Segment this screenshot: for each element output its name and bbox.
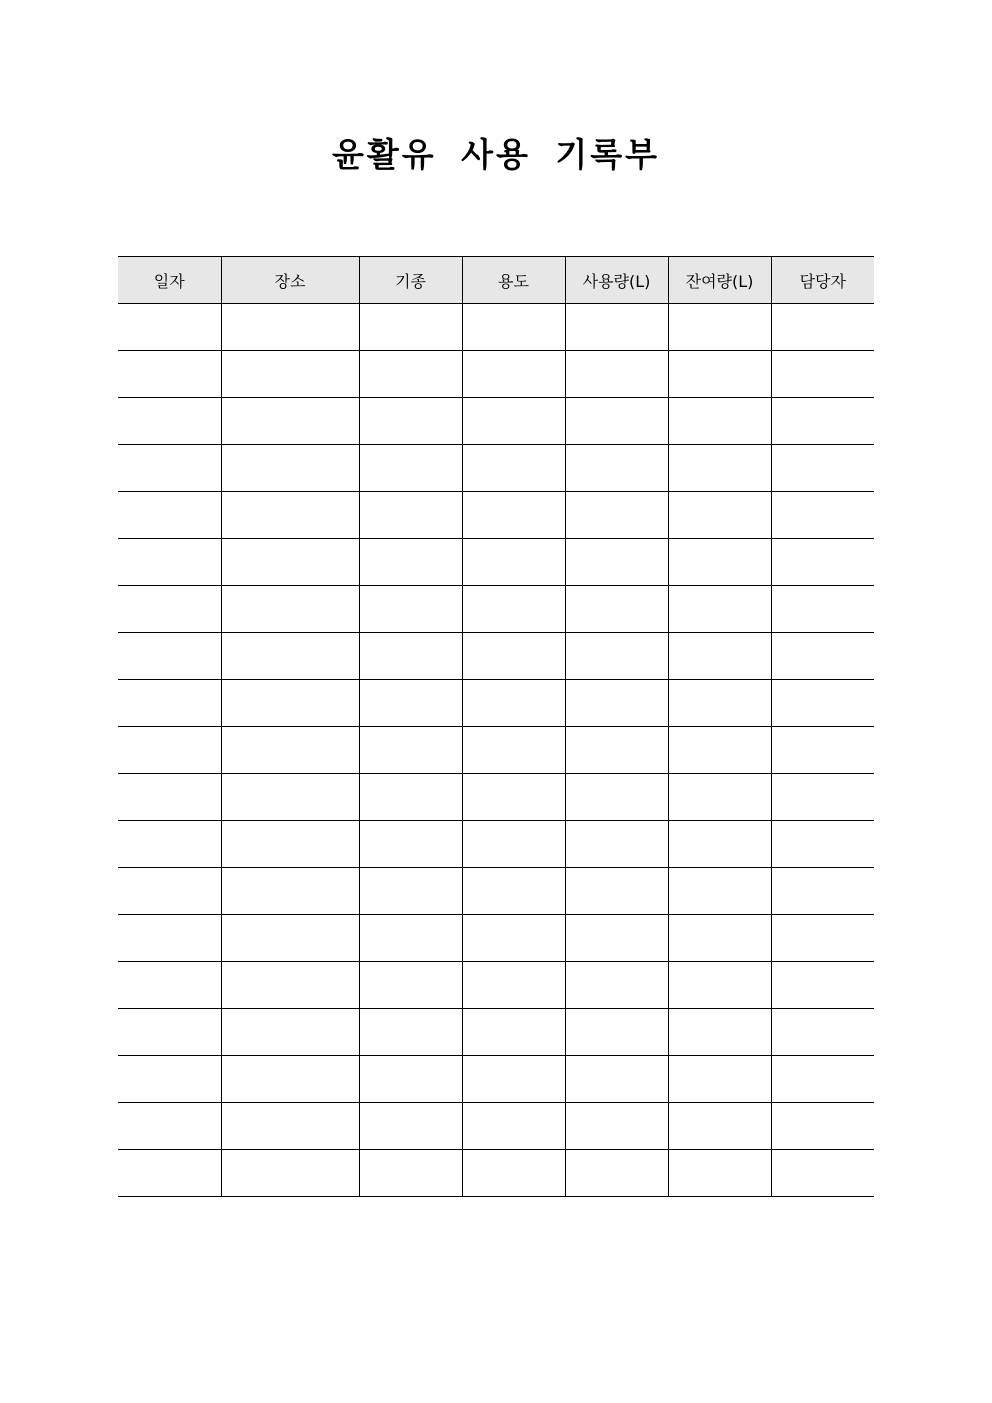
cell-usage-amount[interactable] bbox=[565, 1150, 668, 1197]
table-body bbox=[118, 304, 874, 1197]
cell-purpose[interactable] bbox=[462, 445, 565, 492]
cell-person-in-charge[interactable] bbox=[771, 727, 874, 774]
cell-model[interactable] bbox=[359, 492, 462, 539]
header-location: 장소 bbox=[221, 257, 359, 304]
cell-date[interactable] bbox=[118, 351, 221, 398]
cell-model[interactable] bbox=[359, 680, 462, 727]
cell-location[interactable] bbox=[221, 586, 359, 633]
cell-date[interactable] bbox=[118, 398, 221, 445]
cell-location[interactable] bbox=[221, 1150, 359, 1197]
cell-location[interactable] bbox=[221, 492, 359, 539]
cell-model[interactable] bbox=[359, 821, 462, 868]
cell-purpose[interactable] bbox=[462, 1103, 565, 1150]
cell-model[interactable] bbox=[359, 1150, 462, 1197]
cell-model[interactable] bbox=[359, 586, 462, 633]
cell-purpose[interactable] bbox=[462, 304, 565, 351]
cell-date[interactable] bbox=[118, 1056, 221, 1103]
cell-person-in-charge[interactable] bbox=[771, 1150, 874, 1197]
cell-purpose[interactable] bbox=[462, 774, 565, 821]
cell-date[interactable] bbox=[118, 586, 221, 633]
cell-remaining-amount[interactable] bbox=[668, 1150, 771, 1197]
table-row bbox=[118, 398, 874, 445]
cell-person-in-charge[interactable] bbox=[771, 633, 874, 680]
cell-usage-amount[interactable] bbox=[565, 1103, 668, 1150]
cell-location[interactable] bbox=[221, 915, 359, 962]
cell-usage-amount[interactable] bbox=[565, 821, 668, 868]
cell-location[interactable] bbox=[221, 398, 359, 445]
cell-date[interactable] bbox=[118, 915, 221, 962]
table-row bbox=[118, 774, 874, 821]
cell-model[interactable] bbox=[359, 539, 462, 586]
table-row bbox=[118, 821, 874, 868]
cell-model[interactable] bbox=[359, 962, 462, 1009]
table-row bbox=[118, 633, 874, 680]
cell-purpose[interactable] bbox=[462, 1056, 565, 1103]
table-row bbox=[118, 680, 874, 727]
cell-date[interactable] bbox=[118, 821, 221, 868]
cell-purpose[interactable] bbox=[462, 633, 565, 680]
cell-location[interactable] bbox=[221, 680, 359, 727]
cell-usage-amount[interactable] bbox=[565, 727, 668, 774]
cell-usage-amount[interactable] bbox=[565, 633, 668, 680]
cell-person-in-charge[interactable] bbox=[771, 304, 874, 351]
cell-remaining-amount[interactable] bbox=[668, 915, 771, 962]
cell-remaining-amount[interactable] bbox=[668, 586, 771, 633]
cell-usage-amount[interactable] bbox=[565, 1056, 668, 1103]
cell-usage-amount[interactable] bbox=[565, 351, 668, 398]
cell-usage-amount[interactable] bbox=[565, 586, 668, 633]
cell-date[interactable] bbox=[118, 633, 221, 680]
cell-usage-amount[interactable] bbox=[565, 304, 668, 351]
table-row bbox=[118, 1150, 874, 1197]
cell-location[interactable] bbox=[221, 633, 359, 680]
cell-location[interactable] bbox=[221, 1056, 359, 1103]
cell-purpose[interactable] bbox=[462, 868, 565, 915]
cell-date[interactable] bbox=[118, 680, 221, 727]
table-row bbox=[118, 915, 874, 962]
cell-purpose[interactable] bbox=[462, 586, 565, 633]
cell-remaining-amount[interactable] bbox=[668, 304, 771, 351]
header-date: 일자 bbox=[118, 257, 221, 304]
cell-date[interactable] bbox=[118, 1103, 221, 1150]
cell-remaining-amount[interactable] bbox=[668, 633, 771, 680]
cell-remaining-amount[interactable] bbox=[668, 680, 771, 727]
cell-remaining-amount[interactable] bbox=[668, 727, 771, 774]
table-row bbox=[118, 492, 874, 539]
cell-remaining-amount[interactable] bbox=[668, 1103, 771, 1150]
cell-purpose[interactable] bbox=[462, 539, 565, 586]
cell-usage-amount[interactable] bbox=[565, 962, 668, 1009]
header-row bbox=[118, 257, 874, 304]
table-row bbox=[118, 727, 874, 774]
cell-person-in-charge[interactable] bbox=[771, 962, 874, 1009]
cell-person-in-charge[interactable] bbox=[771, 821, 874, 868]
table-row bbox=[118, 351, 874, 398]
cell-remaining-amount[interactable] bbox=[668, 398, 771, 445]
cell-location[interactable] bbox=[221, 1103, 359, 1150]
cell-remaining-amount[interactable] bbox=[668, 1056, 771, 1103]
table-row bbox=[118, 1009, 874, 1056]
cell-purpose[interactable] bbox=[462, 492, 565, 539]
table-row bbox=[118, 304, 874, 351]
cell-person-in-charge[interactable] bbox=[771, 398, 874, 445]
table-row bbox=[118, 539, 874, 586]
header-usage-amount: 사용량(L) bbox=[565, 257, 668, 304]
cell-usage-amount[interactable] bbox=[565, 774, 668, 821]
cell-remaining-amount[interactable] bbox=[668, 774, 771, 821]
cell-location[interactable] bbox=[221, 445, 359, 492]
cell-location[interactable] bbox=[221, 727, 359, 774]
cell-model[interactable] bbox=[359, 1009, 462, 1056]
cell-person-in-charge[interactable] bbox=[771, 1103, 874, 1150]
table-row bbox=[118, 962, 874, 1009]
cell-location[interactable] bbox=[221, 1009, 359, 1056]
cell-person-in-charge[interactable] bbox=[771, 680, 874, 727]
cell-purpose[interactable] bbox=[462, 1150, 565, 1197]
lubricant-log-table bbox=[118, 256, 874, 1197]
cell-model[interactable] bbox=[359, 868, 462, 915]
cell-usage-amount[interactable] bbox=[565, 868, 668, 915]
cell-location[interactable] bbox=[221, 304, 359, 351]
cell-location[interactable] bbox=[221, 539, 359, 586]
cell-purpose[interactable] bbox=[462, 398, 565, 445]
cell-person-in-charge[interactable] bbox=[771, 539, 874, 586]
cell-date[interactable] bbox=[118, 727, 221, 774]
cell-date[interactable] bbox=[118, 445, 221, 492]
cell-person-in-charge[interactable] bbox=[771, 445, 874, 492]
cell-remaining-amount[interactable] bbox=[668, 1009, 771, 1056]
table-row bbox=[118, 868, 874, 915]
cell-model[interactable] bbox=[359, 774, 462, 821]
cell-remaining-amount[interactable] bbox=[668, 962, 771, 1009]
cell-usage-amount[interactable] bbox=[565, 445, 668, 492]
cell-location[interactable] bbox=[221, 962, 359, 1009]
cell-date[interactable] bbox=[118, 774, 221, 821]
cell-person-in-charge[interactable] bbox=[771, 586, 874, 633]
document-title: 윤활유 사용 기록부 bbox=[331, 135, 660, 174]
cell-model[interactable] bbox=[359, 304, 462, 351]
cell-date[interactable] bbox=[118, 962, 221, 1009]
cell-model[interactable] bbox=[359, 1056, 462, 1103]
cell-purpose[interactable] bbox=[462, 821, 565, 868]
cell-person-in-charge[interactable] bbox=[771, 868, 874, 915]
cell-usage-amount[interactable] bbox=[565, 915, 668, 962]
cell-purpose[interactable] bbox=[462, 915, 565, 962]
cell-date[interactable] bbox=[118, 492, 221, 539]
cell-purpose[interactable] bbox=[462, 680, 565, 727]
cell-model[interactable] bbox=[359, 633, 462, 680]
cell-location[interactable] bbox=[221, 868, 359, 915]
cell-person-in-charge[interactable] bbox=[771, 351, 874, 398]
cell-date[interactable] bbox=[118, 868, 221, 915]
cell-model[interactable] bbox=[359, 445, 462, 492]
cell-location[interactable] bbox=[221, 821, 359, 868]
cell-date[interactable] bbox=[118, 1150, 221, 1197]
cell-location[interactable] bbox=[221, 774, 359, 821]
cell-model[interactable] bbox=[359, 1103, 462, 1150]
cell-purpose[interactable] bbox=[462, 962, 565, 1009]
cell-remaining-amount[interactable] bbox=[668, 492, 771, 539]
cell-usage-amount[interactable] bbox=[565, 1009, 668, 1056]
cell-remaining-amount[interactable] bbox=[668, 539, 771, 586]
cell-person-in-charge[interactable] bbox=[771, 492, 874, 539]
header-person-in-charge: 담당자 bbox=[771, 257, 874, 304]
table-row bbox=[118, 1056, 874, 1103]
cell-date[interactable] bbox=[118, 1009, 221, 1056]
cell-purpose[interactable] bbox=[462, 351, 565, 398]
table-row bbox=[118, 445, 874, 492]
header-purpose: 용도 bbox=[462, 257, 565, 304]
cell-model[interactable] bbox=[359, 398, 462, 445]
header-remaining-amount: 잔여량(L) bbox=[668, 257, 771, 304]
cell-purpose[interactable] bbox=[462, 727, 565, 774]
cell-person-in-charge[interactable] bbox=[771, 915, 874, 962]
cell-remaining-amount[interactable] bbox=[668, 868, 771, 915]
cell-model[interactable] bbox=[359, 351, 462, 398]
cell-usage-amount[interactable] bbox=[565, 398, 668, 445]
cell-usage-amount[interactable] bbox=[565, 539, 668, 586]
cell-purpose[interactable] bbox=[462, 1009, 565, 1056]
cell-location[interactable] bbox=[221, 351, 359, 398]
cell-remaining-amount[interactable] bbox=[668, 351, 771, 398]
cell-person-in-charge[interactable] bbox=[771, 774, 874, 821]
cell-person-in-charge[interactable] bbox=[771, 1056, 874, 1103]
cell-usage-amount[interactable] bbox=[565, 492, 668, 539]
cell-remaining-amount[interactable] bbox=[668, 821, 771, 868]
table-row bbox=[118, 1103, 874, 1150]
cell-date[interactable] bbox=[118, 539, 221, 586]
cell-person-in-charge[interactable] bbox=[771, 1009, 874, 1056]
cell-model[interactable] bbox=[359, 727, 462, 774]
table-row bbox=[118, 586, 874, 633]
cell-remaining-amount[interactable] bbox=[668, 445, 771, 492]
cell-date[interactable] bbox=[118, 304, 221, 351]
header-model: 기종 bbox=[359, 257, 462, 304]
cell-model[interactable] bbox=[359, 915, 462, 962]
cell-usage-amount[interactable] bbox=[565, 680, 668, 727]
